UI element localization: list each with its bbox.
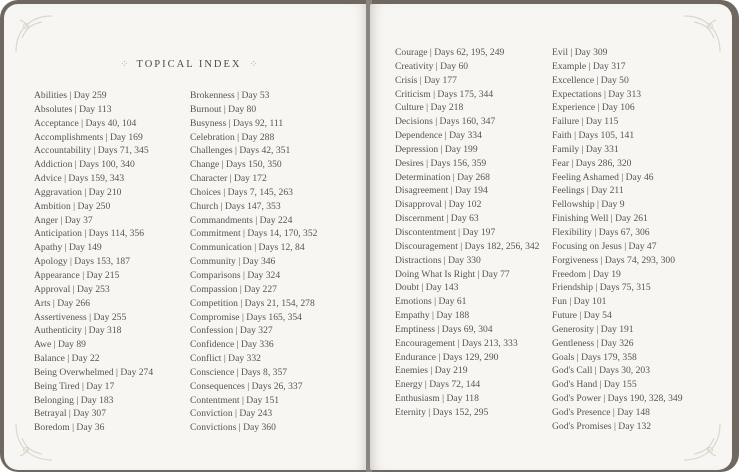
index-entry: Commandments | Day 224 bbox=[190, 214, 293, 226]
index-entry: Acceptance | Days 40, 104 bbox=[34, 117, 137, 129]
index-entry: Ambition | Day 250 bbox=[34, 200, 111, 212]
index-entry: Belonging | Day 183 bbox=[34, 394, 114, 406]
index-entry: Appearance | Day 215 bbox=[34, 269, 120, 281]
index-entry: Experience | Day 106 bbox=[552, 102, 635, 114]
index-entry: Apology | Days 153, 187 bbox=[34, 256, 130, 268]
index-column-1 bbox=[34, 89, 153, 435]
index-entry: Forgiveness | Days 74, 293, 300 bbox=[552, 254, 675, 266]
index-entry: Example | Day 317 bbox=[552, 60, 626, 72]
index-entry: Confidence | Day 336 bbox=[190, 339, 274, 351]
index-entry: Emotions | Day 61 bbox=[395, 296, 467, 308]
index-entry: Gentleness | Day 326 bbox=[552, 337, 634, 349]
left-page bbox=[4, 4, 368, 470]
index-entry: Determination | Day 268 bbox=[395, 171, 490, 183]
index-entry: Feelings | Day 211 bbox=[552, 185, 624, 197]
index-entry: Empathy | Day 188 bbox=[395, 310, 470, 322]
index-entry: Being Overwhelmed | Day 274 bbox=[34, 366, 154, 378]
index-entry: God's Power | Days 190, 328, 349 bbox=[552, 393, 683, 405]
index-entry: Discouragement | Days 182, 256, 342 bbox=[395, 240, 540, 252]
ornament-icon: ⁘ bbox=[249, 58, 258, 70]
index-entry: Discernment | Day 63 bbox=[395, 213, 479, 225]
index-entry: Excellence | Day 50 bbox=[552, 74, 629, 86]
index-entry: Freedom | Day 19 bbox=[552, 268, 621, 280]
index-entry: Convictions | Day 360 bbox=[190, 422, 276, 434]
index-entry: Depression | Day 199 bbox=[395, 143, 478, 155]
index-column-3 bbox=[395, 46, 545, 420]
index-entry: Emptiness | Days 69, 304 bbox=[395, 323, 493, 335]
index-entry: Brokenness | Day 53 bbox=[190, 90, 270, 101]
index-entry: Competition | Days 21, 154, 278 bbox=[190, 297, 315, 309]
index-entry: Character | Day 172 bbox=[190, 173, 267, 185]
page-title: TOPICAL INDEX bbox=[136, 58, 242, 70]
index-entry: Choices | Days 7, 145, 263 bbox=[190, 186, 293, 198]
index-entry: Energy | Days 72, 144 bbox=[395, 379, 481, 391]
index-entry: Assertiveness | Day 255 bbox=[34, 311, 127, 323]
index-entry: God's Presence | Day 148 bbox=[552, 406, 650, 418]
index-entry: Courage | Days 62, 195, 249 bbox=[395, 47, 505, 58]
index-entry: Authenticity | Day 318 bbox=[34, 325, 122, 337]
index-entry: Addiction | Days 100, 340 bbox=[34, 159, 135, 171]
index-entry: Accomplishments | Day 169 bbox=[34, 131, 143, 143]
index-entry: Celebration | Day 288 bbox=[190, 131, 275, 143]
index-entry: Dependence | Day 334 bbox=[395, 130, 482, 142]
index-entry: Enemies | Day 219 bbox=[395, 365, 468, 377]
index-entry: Approval | Day 253 bbox=[34, 283, 110, 295]
index-entry: Being Tired | Day 17 bbox=[34, 380, 115, 392]
index-entry: Doing What Is Right | Day 77 bbox=[395, 268, 510, 280]
index-entry: Eternity | Days 152, 295 bbox=[395, 406, 489, 418]
index-entry: Consequences | Days 26, 337 bbox=[190, 380, 303, 392]
index-entry: Accountability | Days 71, 345 bbox=[34, 145, 149, 157]
index-title-row bbox=[114, 56, 264, 72]
index-entry: Feeling Ashamed | Day 46 bbox=[552, 171, 654, 183]
index-entry: Evil | Day 309 bbox=[552, 47, 608, 58]
index-entry: Advice | Days 159, 343 bbox=[34, 173, 125, 185]
index-entry: Commitment | Days 14, 170, 352 bbox=[190, 228, 318, 240]
index-entry: Community | Day 346 bbox=[190, 256, 276, 268]
index-entry: Desires | Days 156, 359 bbox=[395, 157, 487, 169]
index-entry: Arts | Day 266 bbox=[34, 297, 91, 309]
index-entry: Abilities | Day 259 bbox=[34, 90, 107, 101]
index-entry: Faith | Days 105, 141 bbox=[552, 130, 635, 142]
index-entry: Decisions | Days 160, 347 bbox=[395, 116, 496, 128]
index-entry: Failure | Day 115 bbox=[552, 116, 619, 128]
index-entry: Flexibility | Days 67, 306 bbox=[552, 226, 650, 238]
index-entry: Apathy | Day 149 bbox=[34, 242, 102, 254]
index-entry: Burnout | Day 80 bbox=[190, 103, 257, 115]
index-column-2 bbox=[190, 89, 317, 435]
index-entry: Challenges | Days 42, 351 bbox=[190, 145, 291, 157]
index-entry: Boredom | Day 36 bbox=[34, 422, 105, 434]
index-entry: Disagreement | Day 194 bbox=[395, 185, 488, 197]
corner-flourish-icon bbox=[12, 12, 68, 68]
index-entry: Communication | Days 12, 84 bbox=[190, 242, 305, 254]
index-entry: Fellowship | Day 9 bbox=[552, 199, 625, 211]
index-entry: Culture | Day 218 bbox=[395, 102, 464, 114]
index-entry: Balance | Day 22 bbox=[34, 353, 100, 365]
index-entry: Doubt | Day 143 bbox=[395, 282, 459, 294]
ornament-icon: ⁘ bbox=[120, 58, 129, 70]
index-entry: Encouragement | Days 213, 333 bbox=[395, 337, 518, 349]
index-entry: Criticism | Days 175, 344 bbox=[395, 88, 494, 100]
index-entry: Future | Day 54 bbox=[552, 310, 612, 322]
index-entry: Friendship | Days 75, 315 bbox=[552, 282, 651, 294]
index-entry: Absolutes | Day 113 bbox=[34, 103, 112, 115]
index-entry: God's Call | Days 30, 203 bbox=[552, 365, 650, 377]
index-entry: Endurance | Days 129, 290 bbox=[395, 351, 499, 363]
index-entry: Contentment | Day 151 bbox=[190, 394, 280, 406]
index-entry: Distractions | Day 330 bbox=[395, 254, 481, 266]
index-entry: Creativity | Day 60 bbox=[395, 60, 469, 72]
index-entry: Fear | Days 286, 320 bbox=[552, 157, 632, 169]
index-entry: Finishing Well | Day 261 bbox=[552, 213, 648, 225]
index-entry: Compassion | Day 227 bbox=[190, 283, 277, 295]
index-entry: Disapproval | Day 102 bbox=[395, 199, 482, 211]
index-entry: Church | Days 147, 353 bbox=[190, 200, 281, 212]
index-entry: Confession | Day 327 bbox=[190, 325, 273, 337]
index-entry: Crisis | Day 177 bbox=[395, 74, 457, 86]
index-entry: Anticipation | Days 114, 356 bbox=[34, 228, 145, 240]
index-entry: Generosity | Day 191 bbox=[552, 323, 634, 335]
index-entry: Fun | Day 101 bbox=[552, 296, 607, 308]
index-entry: Expectations | Day 313 bbox=[552, 88, 642, 100]
index-entry: Compromise | Days 165, 354 bbox=[190, 311, 302, 323]
index-column-4 bbox=[552, 46, 683, 434]
index-entry: God's Hand | Day 155 bbox=[552, 379, 637, 391]
index-entry: Anger | Day 37 bbox=[34, 214, 93, 226]
index-entry: Conflict | Day 332 bbox=[190, 353, 261, 365]
index-entry: Conviction | Day 243 bbox=[190, 408, 273, 420]
index-entry: Change | Days 150, 350 bbox=[190, 159, 282, 171]
index-entry: Discontentment | Day 197 bbox=[395, 226, 496, 238]
index-entry: Family | Day 331 bbox=[552, 143, 619, 155]
index-entry: God's Promises | Day 132 bbox=[552, 420, 652, 432]
index-entry: Conscience | Days 8, 357 bbox=[190, 366, 288, 378]
index-entry: Enthusiasm | Day 118 bbox=[395, 393, 479, 405]
index-entry: Comparisons | Day 324 bbox=[190, 269, 281, 281]
index-entry: Betrayal | Day 307 bbox=[34, 408, 106, 420]
index-entry: Awe | Day 89 bbox=[34, 339, 86, 351]
index-entry: Aggravation | Day 210 bbox=[34, 186, 122, 198]
right-page bbox=[370, 4, 732, 470]
index-entry: Busyness | Days 92, 111 bbox=[190, 117, 284, 129]
index-entry: Goals | Days 179, 358 bbox=[552, 351, 637, 363]
index-entry: Focusing on Jesus | Day 47 bbox=[552, 240, 657, 252]
